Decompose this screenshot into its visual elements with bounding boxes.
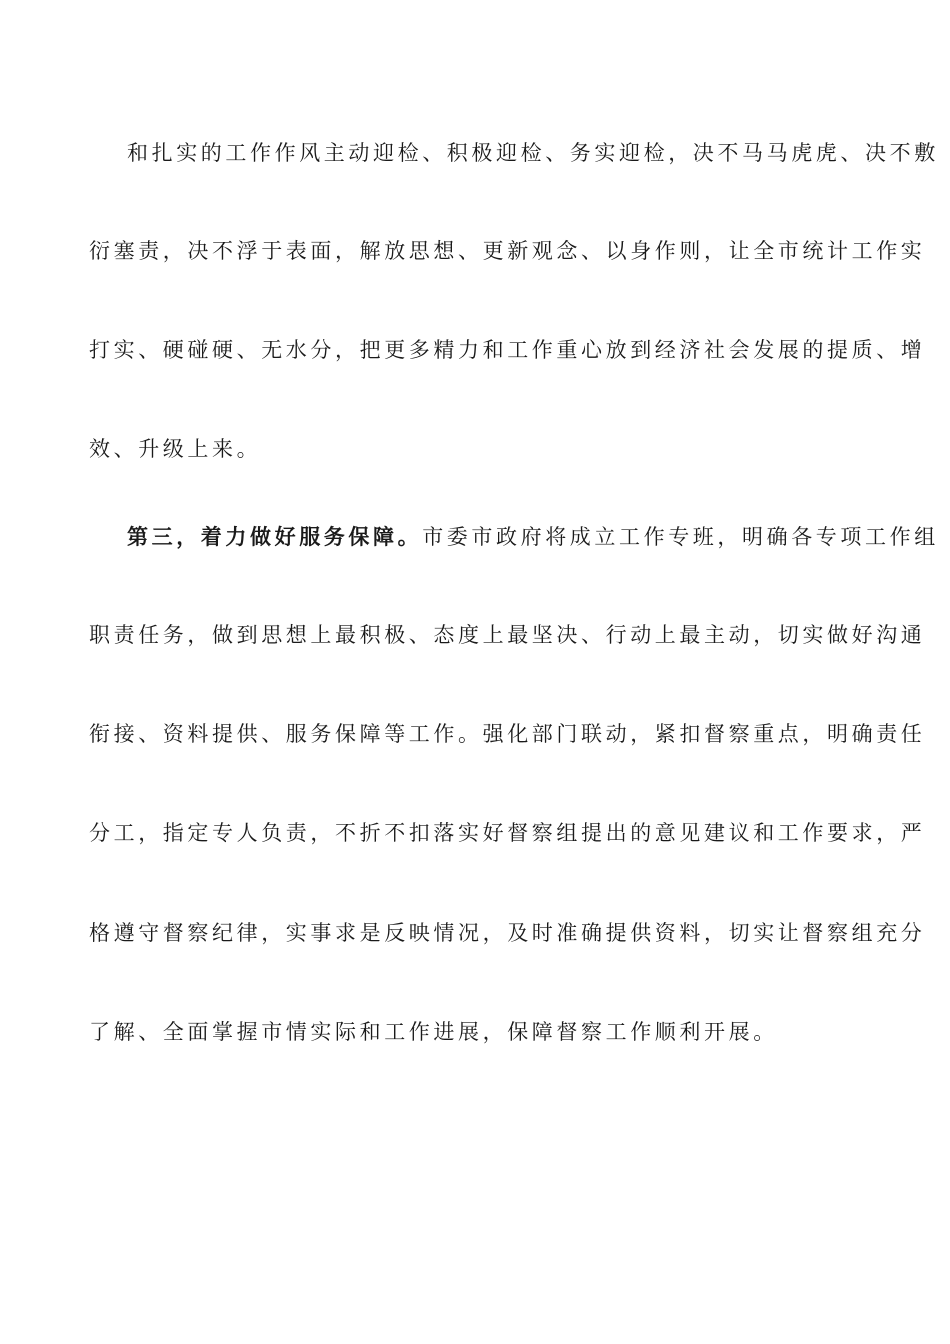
paragraph-2-line-3: 衔接、资料提供、服务保障等工作。强化部门联动，紧扣督察重点，明确责任 (89, 722, 926, 746)
paragraph-1-line-4: 效、升级上来。 (89, 437, 262, 461)
paragraph-2-line-6: 了解、全面掌握市情实际和工作进展，保障督察工作顺利开展。 (89, 1020, 778, 1044)
paragraph-2-line-1 (127, 522, 939, 552)
paragraph-2-line-1-text: 市委市政府将成立工作专班，明确各专项工作组 (422, 525, 939, 549)
paragraph-1-line-2: 衍塞责，决不浮于表面，解放思想、更新观念、以身作则，让全市统计工作实 (89, 239, 926, 263)
paragraph-1-line-1: 和扎实的工作作风主动迎检、积极迎检、务实迎检，决不马马虎虎、决不敷 (127, 141, 939, 165)
paragraph-2-line-5: 格遵守督察纪律，实事求是反映情况，及时准确提供资料，切实让督察组充分 (89, 921, 926, 945)
paragraph-1-line-3: 打实、硬碰硬、无水分，把更多精力和工作重心放到经济社会发展的提质、增 (89, 338, 926, 362)
section-heading: 第三，着力做好服务保障。 (127, 524, 423, 549)
paragraph-2-line-2: 职责任务，做到思想上最积极、态度上最坚决、行动上最主动，切实做好沟通 (89, 623, 926, 647)
paragraph-2-line-4: 分工，指定专人负责，不折不扣落实好督察组提出的意见建议和工作要求，严 (89, 821, 926, 845)
